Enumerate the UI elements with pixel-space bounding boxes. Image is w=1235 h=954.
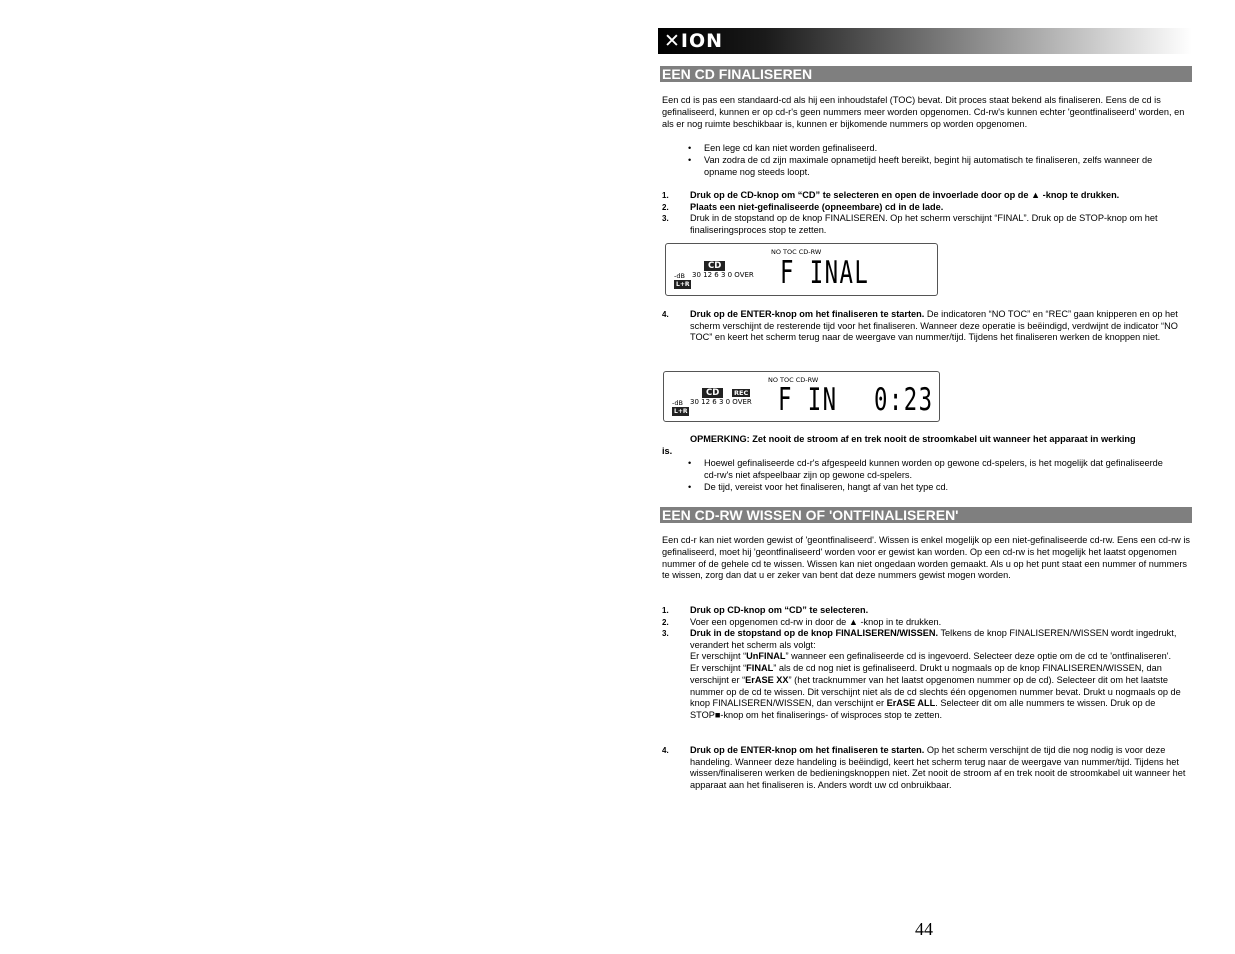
brand-header-bar — [658, 28, 1192, 54]
lcd-display-fin — [663, 371, 940, 422]
finaliseren-bullet-1: • Een lege cd kan niet worden gefinaliseerd. — [688, 143, 878, 153]
lcd-lr-indicator: L+R — [676, 281, 690, 288]
finaliseren-step-4: 4. Druk op de ENTER-knop om het finaliseren te starten. De indicatoren “NO TOC” en “REC” gaan knipperen en op het scherm verschijnt de resterende tijd voor het finaliseren. Wanneer deze operatie is beëindigd, verdwijnt de indicator “NO TOC” en keert het scherm terug naar de weergave van nummer/tijd. Tijdens het finaliseren werken de knoppen niet. — [662, 309, 1178, 343]
finaliseren-step-3: 3. Druk in de stopstand op de knop FINALISEREN. Op het scherm verschijnt “FINAL”. Druk op de STOP-knop om het finaliseringsproces stop te zetten. — [662, 213, 1158, 235]
lcd-segment-text: F IN — [778, 382, 838, 418]
lcd-level-scale: 30 12 6 3 0 OVER — [692, 271, 754, 279]
page-number: 44 — [915, 919, 933, 939]
lcd-display-final — [665, 243, 938, 296]
lcd-db-label: -dB — [674, 272, 685, 280]
finaliseren-step-2: 2. Plaats een niet-gefinaliseerde (opneembare) cd in de lade. — [662, 202, 944, 212]
wissen-step-1: 1. Druk op CD-knop om “CD” te selecteren. — [662, 605, 869, 615]
lcd-rec-indicator: REC — [734, 389, 749, 397]
lcd-cd-indicator: CD — [702, 388, 723, 398]
wissen-intro: Een cd-r kan niet worden gewist of 'geontfinaliseerd'. Wissen is enkel mogelijk op een niet-gefinaliseerde cd-rw. Eens een cd-rw is gefinaliseerd, moet hij 'geontfinaliseerd' worden voor er gewist kan worden. Op een cd-rw is het mogelijk het laatst opgenomen nummer of de gehele cd te wissen. Wissen kan niet ongedaan worden gemaakt. Als u op het punt staat een nummer of nummers te wissen, zorg dan dat u er zeker van bent dat deze nummers gewist mogen worden. — [662, 535, 1190, 581]
opmerking-note-end: is. — [662, 446, 673, 456]
wissen-step-4: 4. Druk op de ENTER-knop om het finaliseren te starten. Op het scherm verschijnt de tijd die nog nodig is voor deze handeling. Wanneer deze handeling is beëindigd, keert het scherm terug naar de weergave van nummer/tijd. Tijdens het wissen/finaliseren werken de bedieningsknoppen niet. Zet nooit de stroom af en trek nooit de stroomkabel uit wanneer het apparaat aan het finaliseren is. Anders wordt uw cd onbruikbaar. — [662, 745, 1186, 791]
note-bullet-2: • De tijd, vereist voor het finaliseren, hangt af van het type cd. — [688, 482, 949, 492]
lcd-no-toc-indicator: NO TOC CD-RW — [771, 248, 822, 256]
finaliseren-bullet-2: • Van zodra de cd zijn maximale opnametijd heeft bereikt, begint hij automatisch te finaliseren, zelfs wanneer de opname nog steeds loopt. — [688, 155, 1153, 177]
finaliseren-step-1: 1. Druk op de CD-knop om “CD” te selecteren en open de invoerlade door op de ▲ -knop te drukken. — [662, 190, 1120, 200]
section-title-wissen: EEN CD-RW WISSEN OF 'ONTFINALISEREN' — [660, 507, 1192, 523]
opmerking-note: OPMERKING: Zet nooit de stroom af en trek nooit de stroomkabel uit wanneer het apparaat in werking — [690, 434, 1136, 444]
note-bullet-1: • Hoewel gefinaliseerde cd-r's afgespeeld kunnen worden op gewone cd-spelers, is het mogelijk dat gefinaliseerde cd-rw's niet afspeelbaar zijn op gewone cd-spelers. — [688, 458, 1163, 480]
wissen-step-2: 2. Voer een opgenomen cd-rw in door de ▲ -knop in te drukken. — [662, 617, 942, 627]
lcd-cd-indicator: CD — [704, 261, 725, 271]
lcd-lr-indicator: L+R — [674, 408, 688, 415]
lcd-segment-text: F INAL — [780, 255, 870, 291]
lcd-level-scale: 30 12 6 3 0 OVER — [690, 398, 752, 406]
lcd-remaining-time: 0:23 — [874, 382, 934, 418]
finaliseren-intro: Een cd is pas een standaard-cd als hij een inhoudstafel (TOC) bevat. Dit proces staat bekend als finaliseren. Eens de cd is gefinaliseerd, kunnen er op cd-r's geen nummers meer worden opgenomen. Cd-rw's kunnen echter 'geontfinaliseerd' worden, en als er nog ruimte beschikbaar is, kunnen er bijkomende nummers op worden opgenomen. — [662, 95, 1185, 129]
lcd-no-toc-blinking: NO TOC CD-RW — [768, 376, 819, 384]
section-title-finaliseren: EEN CD FINALISEREN — [660, 66, 1192, 82]
wissen-step-3: 3. Druk in de stopstand op de knop FINALISEREN/WISSEN. Telkens de knop FINALISEREN/WISSEN wordt ingedrukt, verandert het scherm als volgt: Er verschijnt “UnFINAL” wanneer een gefinaliseerde cd is ingevoerd. Selecteer deze optie om de cd te 'ontfinaliseren'. Er verschijnt “FINAL” als de cd nog niet is gefinaliseerd. Drukt u nogmaals op de knop FINALISEREN/WISSEN, dan verschijnt er “ErASE XX” (het tracknummer van het laatst opgenomen nummer op de cd). Selecteer dit om het laatste nummer op de cd te wissen. Dit verschijnt niet als de cd slechts één opgenomen nummer bevat. Drukt u nogmaals op de knop FINALISEREN/WISSEN, dan verschijnt er ErASE ALL. Selecteer dit om alle nummers te wissen. Druk op de STOP■-knop om het finaliserings- of wisproces stop te zetten. — [662, 628, 1181, 720]
lcd-db-label: -dB — [672, 399, 683, 407]
ion-logo: ✕ION — [664, 30, 724, 52]
